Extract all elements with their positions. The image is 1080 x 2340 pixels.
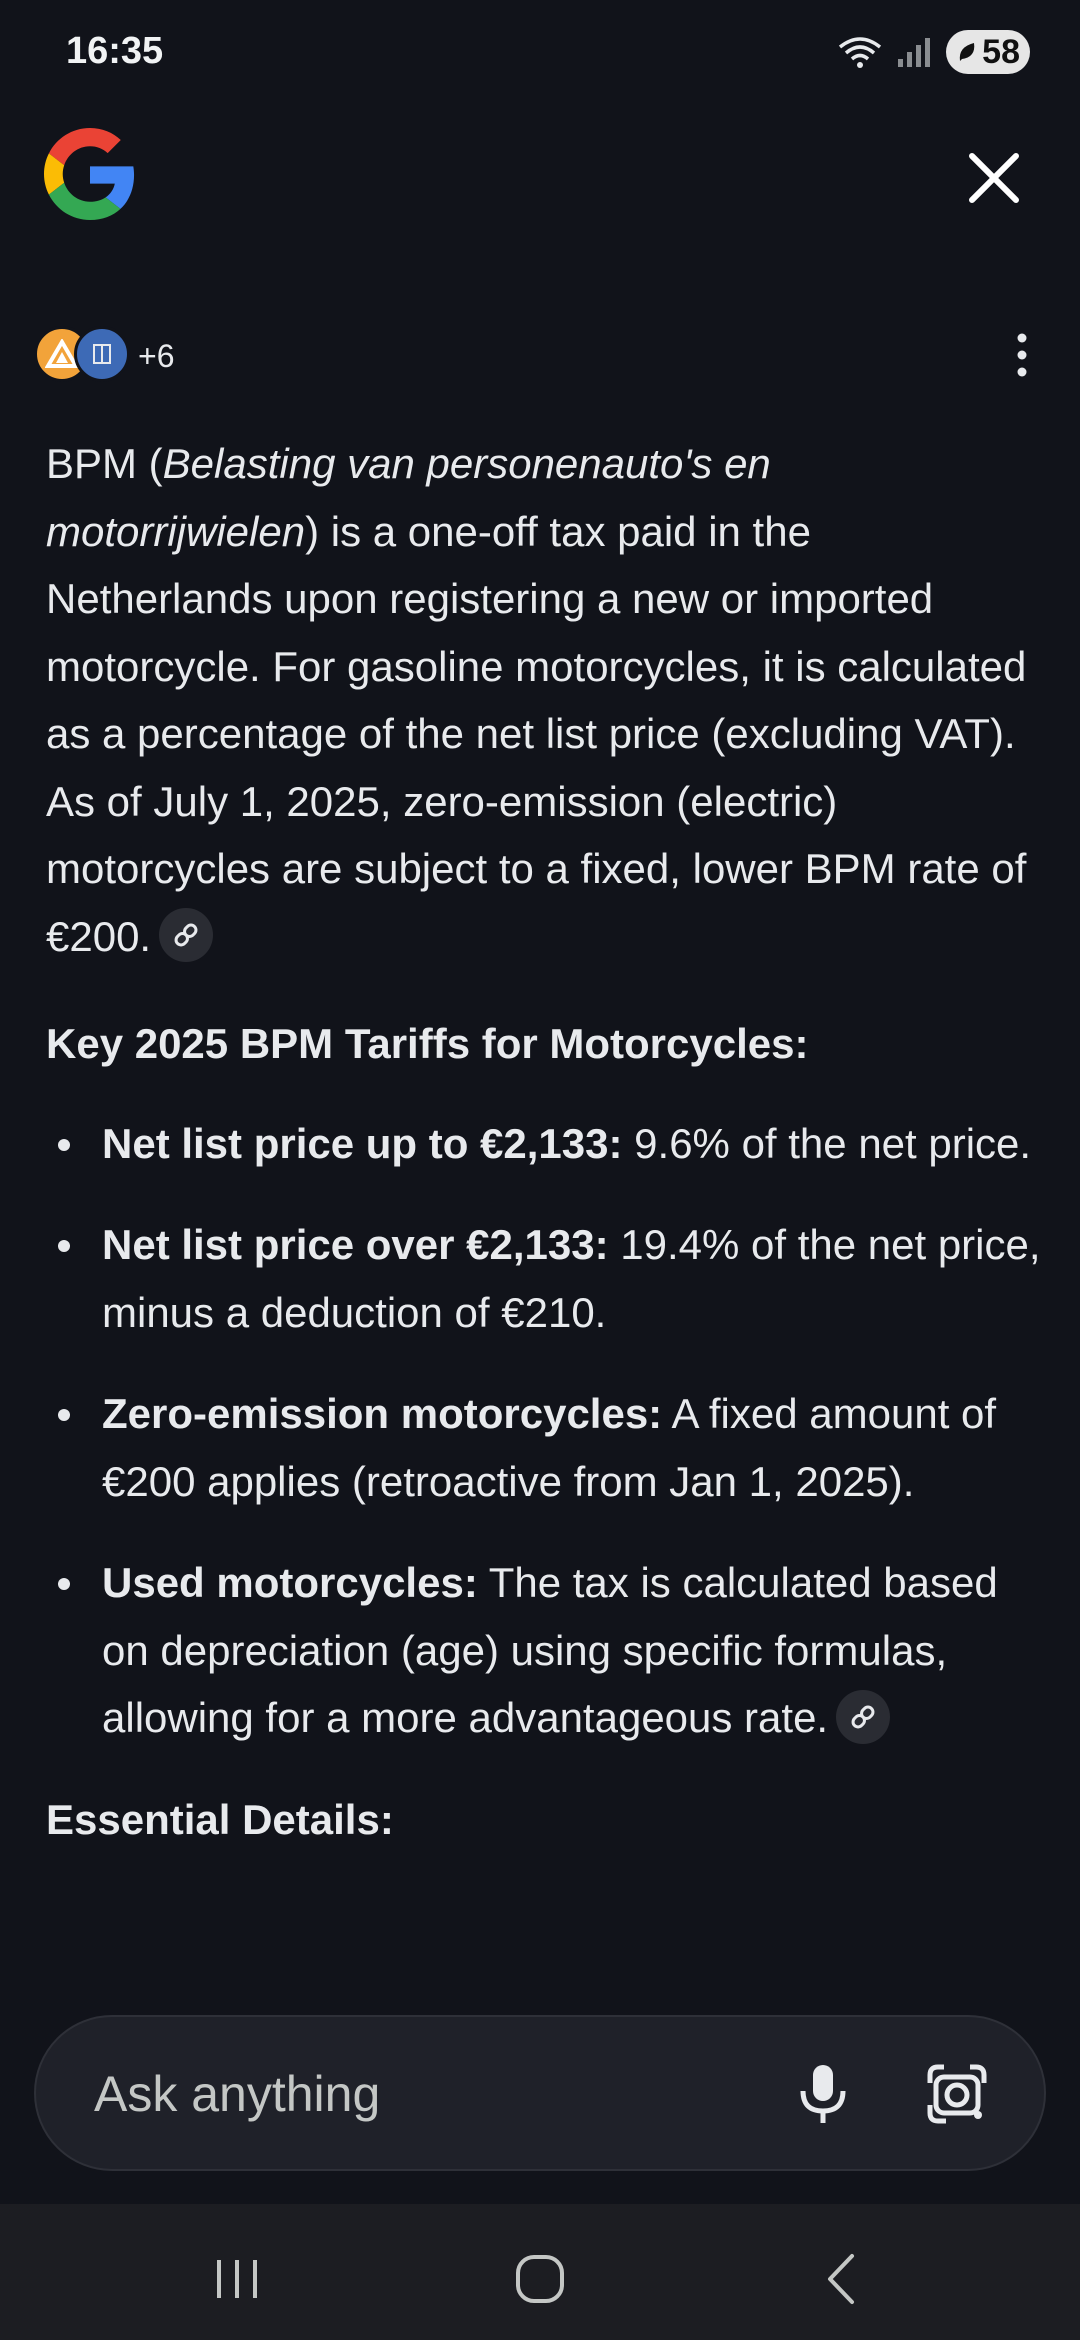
close-button[interactable]: [964, 148, 1024, 208]
list-item-text: 9.6% of the net price.: [622, 1119, 1032, 1167]
source-link-chip[interactable]: [159, 908, 213, 962]
google-lens-button[interactable]: [922, 2059, 992, 2129]
status-bar: [0, 0, 1080, 110]
home-icon: [518, 2257, 562, 2301]
recent-apps-icon: [219, 2260, 255, 2298]
intro-italic-term: Belasting van personenauto's en motorrijwielen: [46, 440, 771, 555]
ai-answer: [46, 430, 1046, 1970]
list-item: [46, 1211, 1046, 1346]
source-avatar-government[interactable]: [74, 326, 130, 382]
list-item-text: A fixed amount of €200 applies (retroactive from Jan 1, 2025).: [102, 1390, 997, 1505]
more-options-button[interactable]: [1002, 330, 1042, 380]
google-g-logo: [44, 128, 136, 220]
ask-input[interactable]: [92, 2017, 796, 2171]
link-icon: [849, 1703, 877, 1731]
list-item: [46, 1549, 1046, 1752]
source-link-chip[interactable]: [836, 1690, 890, 1744]
header: [0, 120, 1080, 230]
ask-bar[interactable]: [34, 2015, 1046, 2171]
list-item-title: Net list price over €2,133:: [102, 1221, 609, 1268]
link-icon: [172, 921, 200, 949]
sources-row[interactable]: [34, 322, 1046, 390]
battery-saver-icon: [956, 39, 978, 65]
list-item-title: Used motorcycles:: [102, 1559, 478, 1606]
list-item-text: The tax is calculated based on depreciation (age) using specific formulas, allowing for a more advantageous rate.: [102, 1559, 998, 1741]
mic-icon: [803, 2065, 843, 2123]
answer-intro: [46, 430, 1046, 970]
more-vert-icon: [1018, 334, 1027, 377]
back-icon: [830, 2256, 852, 2302]
tariffs-heading: Key 2025 BPM Tariffs for Motorcycles:: [46, 1020, 809, 1067]
list-item-text: 19.4% of the net price, minus a deduction of €210.: [102, 1221, 1041, 1336]
list-item: [46, 1380, 1046, 1515]
list-item: [46, 1110, 1046, 1178]
intro-part-1: BPM (: [46, 440, 163, 487]
navigation-bar: [0, 2204, 1080, 2340]
battery-indicator: [946, 30, 1030, 74]
home-button[interactable]: [505, 2244, 575, 2314]
source-more-count[interactable]: +6: [138, 338, 175, 374]
status-time: 16:35: [66, 30, 164, 72]
recent-apps-button[interactable]: [202, 2244, 272, 2314]
tariffs-list: [46, 1110, 1046, 1752]
battery-level: 58: [982, 32, 1020, 71]
government-crest-icon: [87, 339, 117, 369]
status-icons: [838, 30, 1030, 74]
wifi-icon: [838, 35, 882, 69]
intro-part-2: ) is a one-off tax paid in the Netherlands upon registering a new or imported motorcycle. For gasoline motorcycles, it is calculated as a percentage of the net list price (excluding VAT). As of July 1, 2025, zero-emission (electric) motorcycles are subject to a fixed, lower BPM rate of €200.: [46, 507, 1027, 960]
google-lens-icon: [930, 2067, 984, 2121]
list-item-title: Net list price up to €2,133:: [102, 1119, 623, 1167]
essential-details-heading: Essential Details:: [46, 1795, 394, 1843]
back-button[interactable]: [806, 2244, 876, 2314]
signal-icon: [896, 35, 932, 69]
voice-search-button[interactable]: [788, 2059, 858, 2129]
close-icon: [972, 156, 1016, 200]
list-item-title: Zero-emission motorcycles:: [102, 1390, 663, 1437]
content-fade: [0, 1930, 1080, 1990]
